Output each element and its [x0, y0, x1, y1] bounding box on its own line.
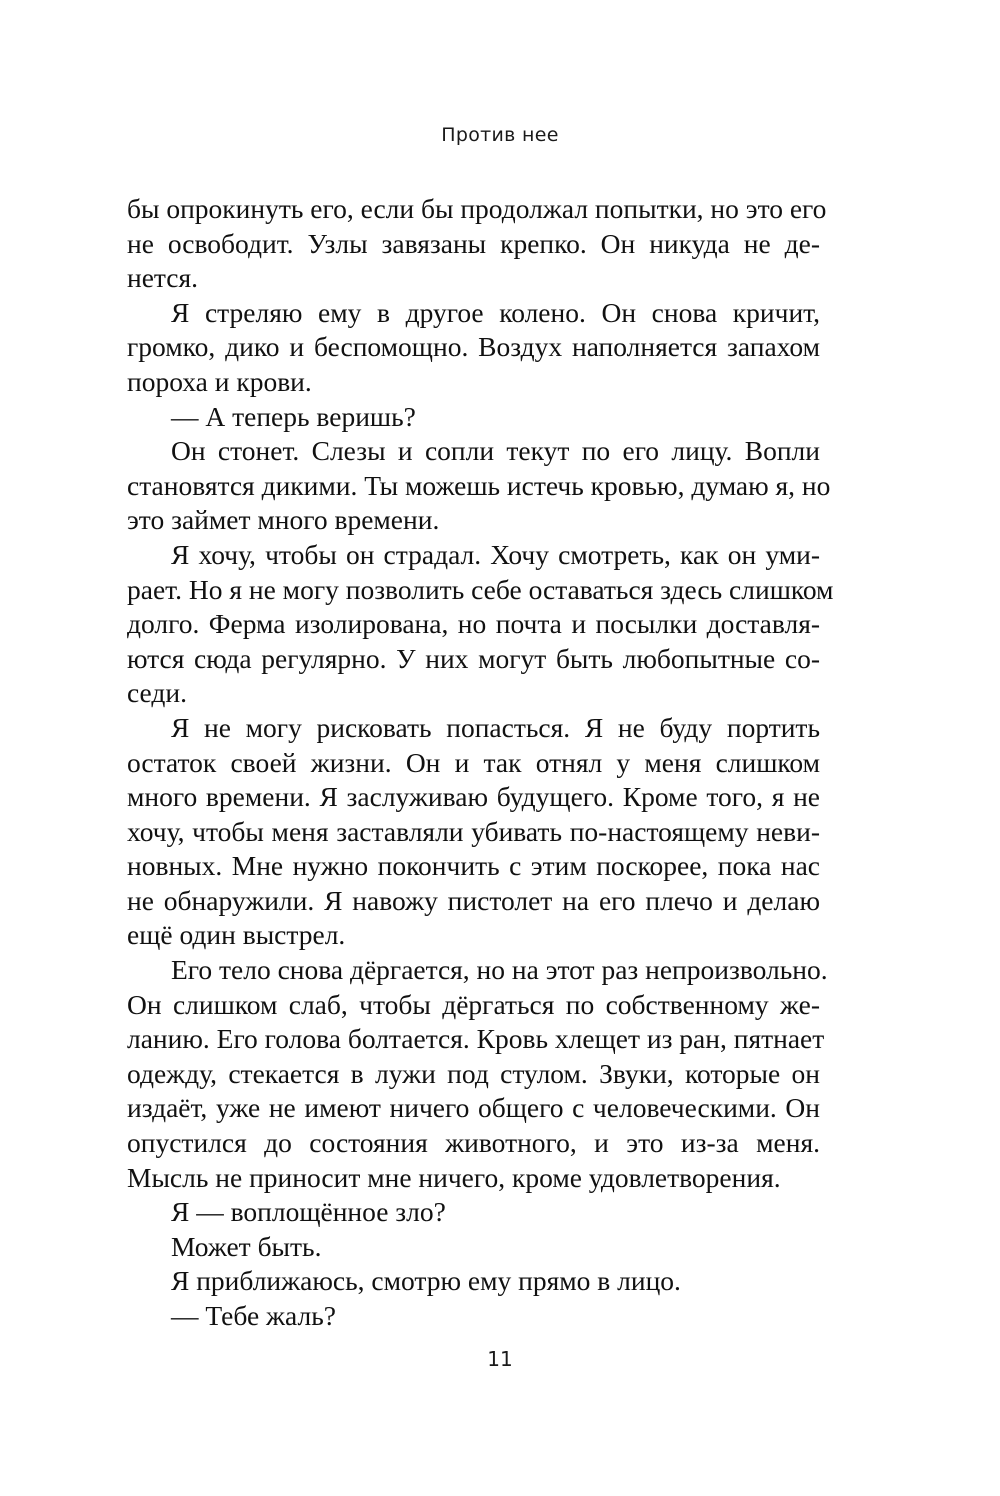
text-line: Он слишком слаб, чтобы дёргаться по собственному же- [127, 988, 820, 1020]
text-line: ланию. Его голова болтается. Кровь хлещет из ран, пятнает [127, 1023, 825, 1055]
body-text [127, 192, 834, 1334]
text-line: ещё один выстрел. [127, 919, 346, 951]
text-line: седи. [127, 677, 187, 709]
text-line: новных. Мне нужно покончить с этим поскорее, пока нас [127, 850, 820, 882]
text-line: Я стреляю ему в другое колено. Он снова кричит, [171, 296, 820, 328]
running-title: Против нее [441, 124, 559, 146]
text-line: Он стонет. Слезы и сопли текут по его лицу. Вопли [171, 435, 820, 467]
text-line: остаток своей жизни. Он и так отнял у меня слишком [127, 746, 820, 778]
text-line: опустился до состояния животного, и это из-за меня. [127, 1127, 820, 1159]
text-line: это займет много времени. [127, 504, 440, 536]
text-line: — Тебе жаль? [171, 1300, 336, 1331]
text-line: рает. Но я не могу позволить себе оставаться здесь слишком [127, 573, 834, 605]
text-line: хочу, чтобы меня заставляли убивать по-настоящему неви- [127, 815, 820, 847]
text-line: Я хочу, чтобы он страдал. Хочу смотреть, как он уми- [171, 538, 820, 570]
text-line: ются сюда регулярно. У них могут быть любопытные со- [127, 642, 820, 674]
text-line: громко, дико и беспомощно. Воздух наполняется запахом [127, 331, 820, 363]
text-line: Я приближаюсь, смотрю ему прямо в лицо. [171, 1265, 681, 1297]
text-line: — А теперь веришь? [171, 400, 416, 432]
text-line: Я не могу рисковать попасться. Я не буду портить [171, 711, 820, 743]
text-line: издаёт, уже не имеют ничего общего с человеческими. Он [127, 1092, 820, 1124]
text-line: долго. Ферма изолирована, но почта и посылки доставля- [127, 608, 820, 640]
text-line: не освободит. Узлы завязаны крепко. Он никуда не де- [127, 227, 820, 259]
text-line: нется. [127, 262, 199, 294]
text-line: много времени. Я заслуживаю будущего. Кроме того, я не [127, 781, 820, 813]
page-number: 11 [487, 1347, 513, 1371]
text-line: Мысль не приносит мне ничего, кроме удовлетворения. [127, 1161, 781, 1193]
text-line: не обнаружили. Я навожу пистолет на его плечо и делаю [127, 884, 820, 916]
text-line: Может быть. [171, 1230, 322, 1262]
text-line: пороха и крови. [127, 365, 312, 397]
text-line: Его тело снова дёргается, но на этот раз непроизвольно. [171, 954, 828, 986]
text-line: одежду, стекается в лужи под стулом. Звуки, которые он [127, 1057, 820, 1089]
text-line: становятся дикими. Ты можешь истечь кровью, думаю я, но [127, 469, 831, 501]
text-line: Я — воплощённое зло? [171, 1196, 446, 1228]
text-line: бы опрокинуть его, если бы продолжал попытки, но это его [127, 193, 827, 224]
